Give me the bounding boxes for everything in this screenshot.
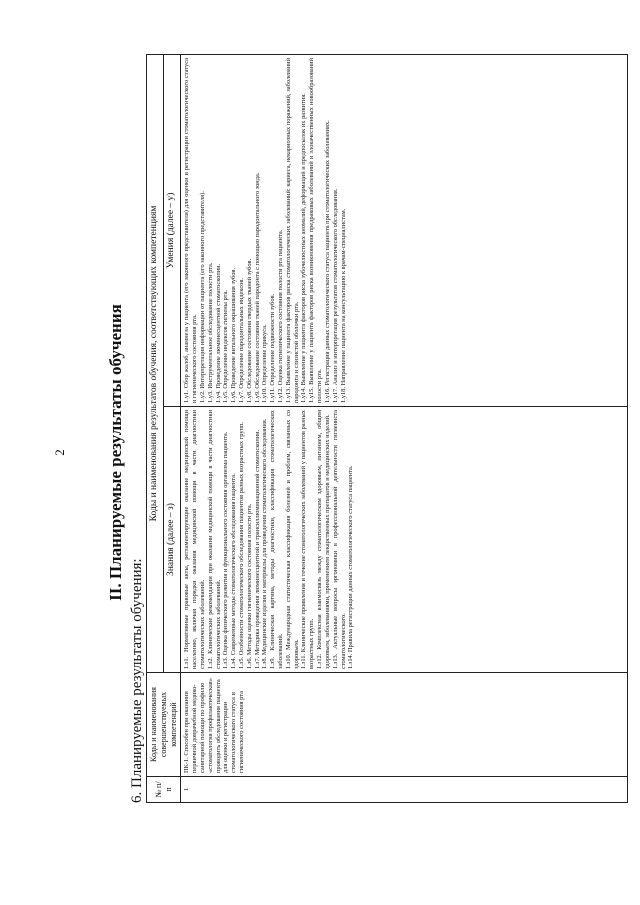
skill-item: 1.у18. Направление пациента на консультацию к врачам-специалистам. xyxy=(339,208,347,403)
knowledge-item: 1.з12. Комплексная взаимосвязь между стоматологическим здоровьем, питанием, общим здоровьем, заболеваниями, применением лекарственных препаратов и медицинских изделий. xyxy=(316,410,331,669)
skill-item: 1.у2. Интерпретация информации от пациента (его законного представителя). xyxy=(198,191,206,403)
skills-cell xyxy=(181,55,628,407)
skill-item: 1.у5. Определение индексов гигиены рта. xyxy=(222,290,230,403)
knowledge-item: 1.з4. Современные методы стоматологического обследования пациента. xyxy=(230,473,238,669)
skill-item: 1.у13. Выявление у пациента факторов риска стоматологических заболеваний: кариеса, некариозных поражений, заболеваний пародонта и слизистой оболочки рта. xyxy=(284,58,300,403)
skill-item: 1.у12. Оценка гигиенического состояния полости рта пациента. xyxy=(277,229,284,403)
header-competence-codes: Коды и наименования совершенствуемых компетенций xyxy=(147,673,181,777)
knowledge-cell xyxy=(181,407,628,673)
table-caption: 6. Планируемые результаты обучения: xyxy=(129,558,145,803)
header-skills: Умения (далее – у) xyxy=(164,55,181,407)
header-knowledge: Знания (далее – з) xyxy=(164,407,181,673)
knowledge-item: 1.з5. Особенности стоматологического обследования пациентов разных возрастных групп. xyxy=(237,422,245,669)
knowledge-item: 1.з10. Международная статистическая классификация болезней и проблем, связанных со здоровьем. xyxy=(284,410,300,669)
knowledge-item: 1.з6. Методы оценки гигиенического состояния полости рта. xyxy=(245,503,253,669)
header-number: № п/п xyxy=(147,777,181,803)
skill-item: 1.у14. Выявление у пациента факторов риска зубочелюстных аномалий, деформаций и предпосылок их развития. xyxy=(300,93,308,403)
knowledge-item: 1.з8. Медицинские изделия и материалы для проведения стоматологического обследования. xyxy=(261,418,269,669)
knowledge-item: 1.з7. Методика проведения люминесцентной и трансиллюминационной стоматоскопии. xyxy=(253,429,261,669)
skill-item: 1.у9. Обследование состояния тканей пародонта с помощью пародонтального зонда. xyxy=(253,172,261,403)
skill-item: 1.у11. Определение подвижности зубов. xyxy=(269,293,277,403)
skill-item: 1.у4. Проведение люминесцентной стоматоскопии. xyxy=(214,263,222,403)
knowledge-item: 1.з9. Клиническая картина, методы диагностики, классификация стоматологических заболеваний. xyxy=(269,410,284,669)
learning-outcomes-table xyxy=(146,54,628,803)
skill-item: 1.у15. Выявление у пациента факторов риска возникновения предраковых заболеваний и злокачественных новообразований полости рта. xyxy=(308,58,324,403)
skill-item: 1.у6. Проведение витального окрашивания зубов. xyxy=(230,267,238,403)
skill-item: 1.у10. Определение прикуса. xyxy=(261,324,269,403)
row-number: 1 xyxy=(181,777,628,803)
skill-item: 1.у1. Сбор жалоб, анамнеза у пациента (его законного представителя) для оценки и регистрации стоматологического статуса и гигиенического состояния рта. xyxy=(183,58,199,403)
skill-item: 1.у8. Обследование состояния твердых тканей зубов. xyxy=(245,258,253,403)
section-title: II. Планируемые результаты обучения xyxy=(106,304,125,601)
skill-item: 1.у7. Определение пародонтальных индексов. xyxy=(237,278,245,403)
knowledge-item: 1.з1. Нормативные правовые акты, регламентирующие оказание медицинской помощи населению, включая порядки оказания медицинской помощи в части диагностики стоматологических заболеваний. xyxy=(183,410,206,669)
table-header-row xyxy=(147,55,164,803)
knowledge-item: 1.з3. Оценка физического развития и функционального состояния организма пациента. xyxy=(222,431,230,669)
competence-cell: ПК-1. Способен при оказании первичной доврачебной медико-санитарной помощи по профилю «стоматология профилактическая» проводить обследования пациента для оценки и регистрации стоматологического статуса и гигиенического состояния рта xyxy=(181,673,628,777)
knowledge-item: 1.з13. Актуальные вопросы эргономики в профессиональной деятельности гигиениста стоматологического. xyxy=(331,410,347,669)
page-number: 2 xyxy=(52,449,67,456)
knowledge-item: 1.з2. Клинические рекомендации при оказании медицинской помощи в части диагностики стоматологических заболеваний. xyxy=(206,410,222,669)
knowledge-item: 1.з14. Правила регистрации данных стоматологического статуса пациента. xyxy=(347,465,355,669)
knowledge-item: 1.з11. Клинические проявления и течение стоматологических заболеваний у пациентов разных возрастных групп. xyxy=(300,410,316,669)
header-results-group: Коды и наименования результатов обучения, соответствующих компетенциям xyxy=(147,55,164,673)
skill-item: 1.у3. Инструментальное обследование полости рта. xyxy=(206,262,214,403)
skill-item: 1.у16. Регистрация данных стоматологического статуса пациента при стоматологических заболеваниях. xyxy=(323,120,331,403)
table-row xyxy=(181,55,628,803)
skill-item: 1.у17. Анализ и интерпретация результатов стоматологического обследования. xyxy=(331,188,339,403)
